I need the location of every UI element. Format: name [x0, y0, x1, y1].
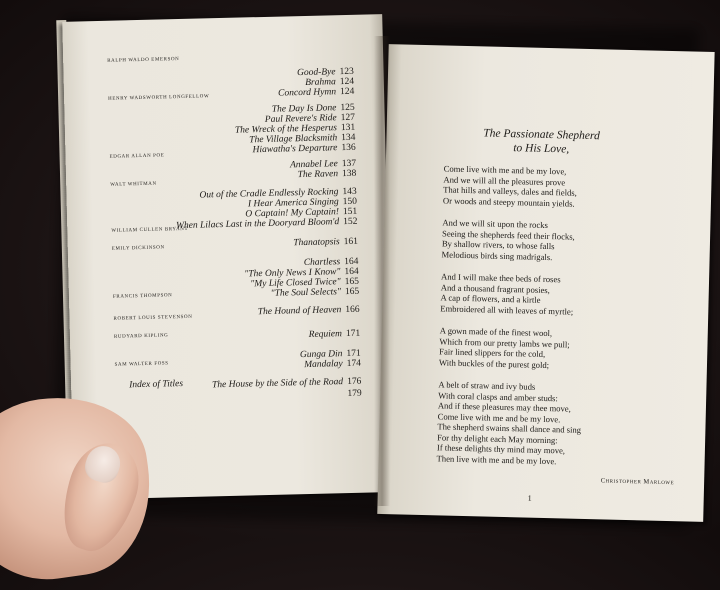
toc-entry: Chartless 164	[303, 256, 359, 269]
toc-entry: Mandalay 174	[304, 358, 362, 371]
poem-stanza: Come live with me and be my love, And we will all the pleasures prove That hills and valleys, dales and fields, Or woods and steepy mountain yields.	[442, 163, 577, 209]
index-of-titles-label: Index of Titles	[129, 379, 184, 391]
author-heading: WILLIAM CULLEN BRYANT	[111, 226, 189, 234]
toc-entry: "My Life Closed Twice" 165	[250, 276, 360, 290]
author-heading: EDGAR ALLAN POE	[109, 153, 165, 160]
poem-title: The Passionate Shepherd to His Love,	[483, 127, 600, 156]
poem-stanza: A belt of straw and ivy buds With coral clasps and amber studs: And if these pleasures may thee move, Come live with me and be my love.	[437, 379, 571, 425]
poem-author-signature: Christopher Marlowe	[600, 477, 675, 487]
author-heading: SAM WALTER FOSS	[114, 361, 169, 368]
author-heading: RALPH WALDO EMERSON	[107, 57, 180, 64]
toc-entry: Hiawatha's Departure 136	[252, 142, 356, 156]
right-page-poem	[377, 44, 714, 522]
toc-entry: The Wreck of the Hesperus 131	[234, 122, 356, 136]
poem-stanza: And I will make thee beds of roses And a thousand fragrant posies, A cap of flowers, and a kirtle Embroidered all with leaves of myrtle;	[440, 271, 574, 317]
toc-entry: The Day Is Done 125	[271, 102, 355, 115]
author-heading: HENRY WADSWORTH LONGFELLOW	[108, 94, 210, 102]
author-heading: ROBERT LOUIS STEVENSON	[113, 314, 193, 322]
poem-stanza: A gown made of the finest wool, Which from our pretty lambs we pull; Fair lined slippers for the cold, With buckles of the purest gold;	[438, 325, 570, 370]
toc-entry: "The Soul Selects" 165	[270, 286, 360, 299]
toc-entry: I Hear America Singing 150	[247, 196, 358, 210]
toc-entry: 179	[347, 388, 362, 400]
book-gutter	[374, 36, 390, 506]
toc-entry: Requiem 171	[308, 328, 361, 340]
toc-entry: Concord Hymn 124	[277, 86, 355, 99]
toc-entry: Thanatopsis 161	[293, 236, 359, 249]
toc-entry: The Village Blacksmith 134	[249, 132, 356, 146]
toc-entry: When Lilacs Last in the Dooryard Bloom'd 152	[175, 216, 358, 232]
author-heading: EMILY DICKINSON	[111, 245, 165, 252]
poem-stanza: And we will sit upon the rocks Seeing the shepherds feed their flocks, By shallow rivers, to whose falls Melodious birds sing madrigals.	[441, 217, 575, 262]
toc-entry: The Raven 138	[297, 168, 357, 181]
toc-entry: O Captain! My Captain! 151	[245, 206, 358, 220]
author-heading: WALT WHITMAN	[110, 181, 157, 188]
page-number: 1	[527, 493, 532, 503]
toc-entry: Good-Bye 123	[296, 66, 354, 79]
toc-entry: Out of the Cradle Endlessly Rocking 143	[199, 186, 357, 201]
toc-entry: "The Only News I Know" 164	[244, 266, 359, 280]
toc-entry: Paul Revere's Ride 127	[264, 112, 356, 125]
toc-entry: Annabel Lee 137	[289, 158, 357, 171]
toc-entry: The Hound of Heaven 166	[257, 304, 360, 318]
author-heading: RUDYARD KIPLING	[113, 333, 169, 340]
toc-entry: Gunga Din 171	[299, 348, 361, 361]
toc-entry: Brahma 124	[305, 76, 355, 88]
poem-stanza: The shepherd swains shall dance and sing For thy delight each May morning: If these delights thy mind may move, Then live with me and be my love.	[436, 421, 582, 467]
toc-entry: The House by the Side of the Road 176	[211, 376, 362, 391]
author-heading: FRANCIS THOMPSON	[112, 293, 173, 300]
